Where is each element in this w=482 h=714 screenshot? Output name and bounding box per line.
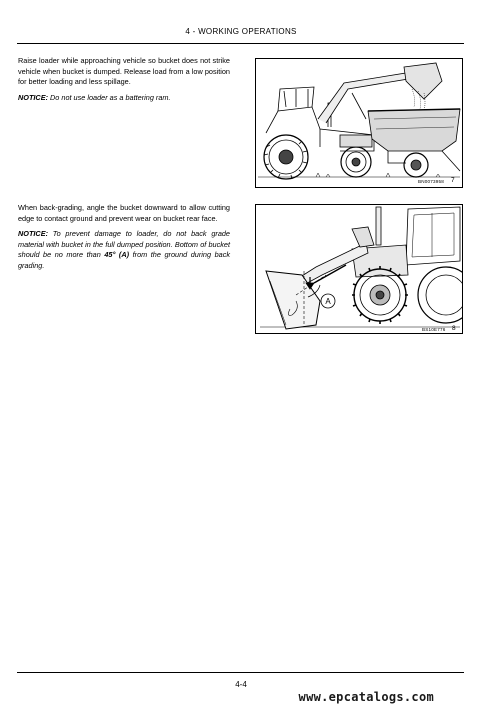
figure1-caption: BN0073958 [418,179,445,184]
notice-angle-value: 45° (A) [104,250,130,260]
section2-notice [18,229,230,271]
figure-back-grading [255,204,463,334]
notice-text: Do not use loader as a battering ram. [48,92,171,102]
section1-text [18,56,230,108]
tractor-dumping-illustration [256,59,462,187]
section1-notice [18,93,230,104]
notice-label: NOTICE: [18,229,48,239]
header-rule [17,43,464,44]
section1-body: Raise loader while approaching vehicle so bucket does not strike vehicle when bucket is dumped. Release load from a low position for better loading and less spillage. [18,56,230,87]
angle-label-a: A [325,297,331,306]
figure2-number: 8 [452,325,456,332]
back-grading-illustration [256,205,462,333]
section2-body: When back-grading, angle the bucket downward to allow cutting edge to contact ground and prevent wear on bucket rear face. [18,203,230,223]
section2-text [18,203,230,277]
page-number: 4-4 [235,680,247,689]
notice-label: NOTICE: [18,92,48,102]
figure2-caption: BS10E776 [422,327,446,332]
notice-text-part2: from the ground during back grading. [18,250,230,270]
figure1-number: 7 [451,177,455,184]
section-title: 4 - WORKING OPERATIONS [185,27,297,36]
footer-rule [17,672,464,673]
notice-text-part1: To prevent damage to loader, do not back grade material with bucket in the full dumped position. Bottom of bucket should be no more than [18,229,230,260]
figure-tractor-dumping [255,58,463,188]
watermark-url: www.epcatalogs.com [298,690,434,704]
